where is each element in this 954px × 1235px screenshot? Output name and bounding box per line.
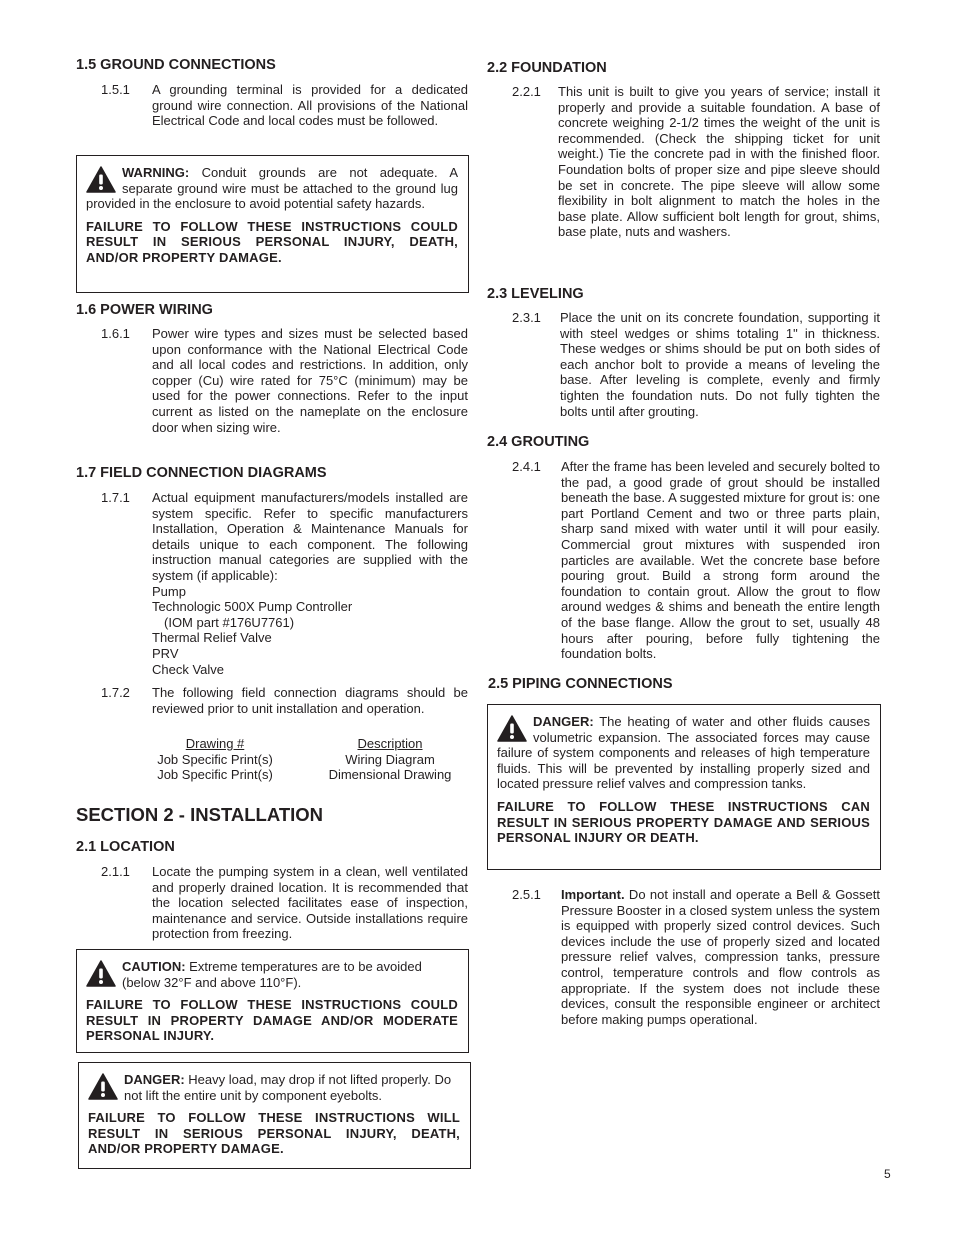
section-2-3-heading: 2.3 LEVELING (487, 286, 584, 302)
caution-label: CAUTION: (122, 959, 186, 974)
paragraph-2-1-1 (76, 864, 469, 942)
paragraph-text: A grounding terminal is provided for a dedicated ground wire connection. All provisions of the National Electrical Code and local codes must be followed. (152, 82, 468, 129)
paragraph-number: 2.3.1 (512, 310, 541, 325)
page-number: 5 (884, 1167, 891, 1181)
paragraph-text: The following field connection diagrams should be reviewed prior to unit installation and operation. (152, 685, 468, 716)
danger-failure-text: FAILURE TO FOLLOW THESE INSTRUCTIONS WILL RESULT IN SERIOUS PERSONAL INJURY, DEATH, AND/OR PROPERTY DAMAGE. (88, 1110, 460, 1157)
warning-triangle-icon (86, 960, 116, 988)
table-cell: Job Specific Print(s) (157, 767, 273, 783)
caution-failure-text: FAILURE TO FOLLOW THESE INSTRUCTIONS COULD RESULT IN PROPERTY DAMAGE AND/OR MODERATE PERSONAL INJURY. (86, 997, 458, 1044)
paragraph-number: 2.1.1 (101, 864, 130, 879)
table-header-description: Description (357, 736, 423, 751)
caution-box (76, 949, 469, 1053)
paragraph-1-7-2 (76, 685, 469, 733)
warning-label: WARNING: (122, 165, 190, 180)
paragraph-number: 2.2.1 (512, 84, 541, 99)
danger-box-heavy-load (78, 1062, 471, 1169)
warning-triangle-icon (88, 1073, 118, 1101)
danger-failure-text: FAILURE TO FOLLOW THESE INSTRUCTIONS CAN RESULT IN SERIOUS PROPERTY DAMAGE AND SERIOUS PERSONAL INJURY OR DEATH. (497, 798, 870, 846)
section-2-heading: SECTION 2 - INSTALLATION (76, 804, 324, 825)
important-label: Important. (561, 887, 625, 902)
warning-failure-text: FAILURE TO FOLLOW THESE INSTRUCTIONS COULD RESULT IN SERIOUS PERSONAL INJURY, DEATH, AND/OR PROPERTY DAMAGE. (86, 218, 458, 265)
paragraph-text: Important. Do not install and operate a Bell & Gossett Pressure Booster in a closed system unless the system is equipped with properly sized control devices. Such devices include the use of properly sized and located pressure relief valves, compression tanks, pressure control, temperature controls and flow controls as appropriate. If the system does not include these devices, consult the responsible engineer or architect before making pumps operational. (561, 887, 880, 1027)
paragraph-1-6-1 (76, 326, 469, 451)
section-1-7-heading: 1.7 FIELD CONNECTION DIAGRAMS (76, 465, 327, 481)
section-2-4-heading: 2.4 GROUTING (487, 434, 590, 450)
manual-item-prv: PRV (152, 645, 179, 661)
paragraph-text: Locate the pumping system in a clean, well ventilated and properly drained location. It is recommended that the location selected facilitates ease of inspection, maintenance and service. Outside installations require protection from freezing. (152, 864, 468, 942)
warning-text: WARNING: Conduit grounds are not adequate. A separate ground wire must be attached to the ground lug provided in the enclosure to avoid potential safety hazards. (86, 165, 458, 212)
manual-item-pump: Pump (152, 583, 186, 599)
warning-triangle-icon (86, 166, 116, 194)
paragraph-text: Power wire types and sizes must be selected based upon conformance with the National Electrical Code and all local codes and restrictions. In addition, only copper (Cu) wire rated for 75°C (minimum) may be used for the power connections. Refer to the input current as listed on the nameplate on the enclosure door when sizing wire. (152, 326, 468, 435)
paragraph-1-7-1 (76, 490, 469, 678)
danger-label: DANGER: (533, 714, 594, 729)
paragraph-2-2-1 (487, 84, 881, 256)
paragraph-2-4-1 (487, 459, 881, 663)
manual-item-iom-part: (IOM part #176U7761) (164, 614, 295, 630)
warning-triangle-icon (497, 715, 527, 743)
section-2-1-heading: 2.1 LOCATION (76, 839, 175, 855)
paragraph-2-5-1 (487, 887, 881, 1047)
drawing-table (150, 736, 466, 786)
danger-label: DANGER: (124, 1072, 185, 1087)
paragraph-number: 1.7.1 (101, 490, 130, 505)
paragraph-number: 1.7.2 (101, 685, 130, 700)
manual-item-controller: Technologic 500X Pump Controller (152, 599, 353, 615)
section-2-2-heading: 2.2 FOUNDATION (487, 60, 607, 76)
paragraph-number: 2.5.1 (512, 887, 541, 902)
paragraph-number: 1.5.1 (101, 82, 130, 97)
danger-box-expansion (487, 704, 881, 870)
paragraph-number: 2.4.1 (512, 459, 541, 474)
paragraph-number: 1.6.1 (101, 326, 130, 341)
table-header-drawing: Drawing # (185, 736, 245, 751)
warning-box (76, 155, 469, 293)
paragraph-text: After the frame has been leveled and securely bolted to the pad, a good grade of grout should be installed beneath the base. A suggested mixture for grout is: one part Portland Cement and two or three parts plain, sharp sand mixed with water until it will pour easily. Commercial grout mixtures with suspended iron particles are available. Wet the concrete base before pouring grout. Build a strong form around the foundation to contain grout. Allow the grout to flow around wedges & shims and beneath the entire length of the base flange. Allow the grout to set, usually 48 hours after pouring, before fully tightening the foundation bolts. (561, 459, 880, 662)
manual-item-thermal-relief-valve: Thermal Relief Valve (152, 630, 272, 646)
paragraph-text: This unit is built to give you years of service; install it properly and provide a suitable foundation. A base of concrete weighing 2-1/2 times the weight of the unit is recommended. (Check the shipping ticket for unit weight.) Tie the concrete pad in with the finished floor. Foundation bolts of proper size and pipe sleeve should be set in concrete. The pipe sleeve will allow some flexibility in bolt alignment to match the holes in the base plate. Allow sufficient bolt length for grout, shims, base plate, nuts and washers. (558, 84, 880, 240)
danger-text: DANGER: Heavy load, may drop if not lifted properly. Do not lift the entire unit by component eyebolts. (124, 1072, 452, 1103)
table-cell: Job Specific Print(s) (157, 751, 273, 767)
paragraph-2-3-1 (487, 310, 881, 420)
paragraph-body: Actual equipment manufacturers/models installed are system specific. Refer to specific manufacturers Installation, Operation & Maintenance Manuals for details unique to each component. The following instruction manual categories are supplied with the system (if applicable): (152, 490, 468, 583)
caution-text: CAUTION: Extreme temperatures are to be avoided (below 32°F and above 110°F). (122, 959, 422, 990)
paragraph-text: Place the unit on its concrete foundation, supporting it with steel wedges or shims totaling 1" in thickness. These wedges or shims should be put on both sides of each anchor bolt to provide a means of leveling the base. After leveling is complete, evenly and firmly tighten the foundation nuts. Do not fully tighten the bolts until after grouting. (560, 310, 880, 419)
table-cell: Dimensional Drawing (328, 767, 452, 783)
paragraph-text (152, 490, 468, 677)
section-1-5-heading: 1.5 GROUND CONNECTIONS (76, 57, 276, 73)
danger-text: DANGER: The heating of water and other fluids causes volumetric expansion. The associated forces may cause failure of system components and releases of high temperature fluids. This will be prevented by installing properly sized and located pressure relief valves and compression tanks. (497, 714, 870, 792)
paragraph-1-5-1 (76, 82, 469, 146)
manual-item-check-valve: Check Valve (152, 661, 225, 677)
table-cell: Wiring Diagram (345, 751, 435, 767)
section-2-5-heading: 2.5 PIPING CONNECTIONS (488, 676, 673, 692)
section-1-6-heading: 1.6 POWER WIRING (76, 302, 213, 318)
